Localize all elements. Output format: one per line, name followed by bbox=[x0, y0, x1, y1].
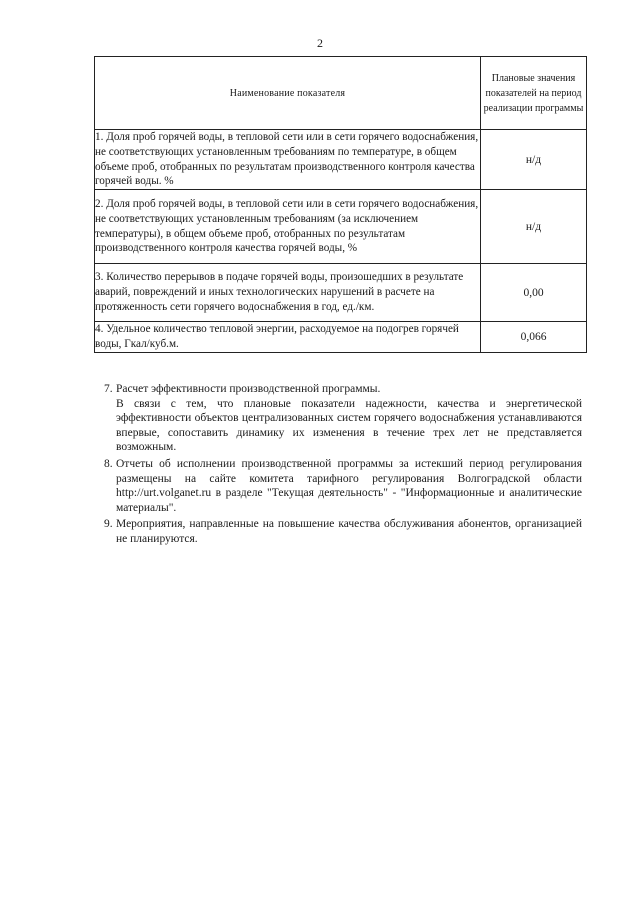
table-row bbox=[95, 264, 587, 322]
item-text: Мероприятия, направленные на повышение качества обслуживания абонентов, организацией не планируются. bbox=[116, 518, 582, 545]
table-row bbox=[95, 130, 587, 190]
indicator-value: н/д bbox=[481, 190, 587, 264]
item-lead: Расчет эффективности производственной программы. bbox=[116, 383, 381, 395]
table-row bbox=[95, 190, 587, 264]
item-text: Отчеты об исполнении производственной программы за истекший период регулирования размещены на сайте комитета тарифного регулирования Волгоградской области http://urt.volganet.ru в разделе "Текущая деятельность" - "Информационные и аналитические материалы". bbox=[116, 457, 582, 514]
table-header-row bbox=[95, 57, 587, 130]
item-number: 8. bbox=[104, 457, 113, 470]
indicator-value: 0,00 bbox=[481, 264, 587, 322]
indicator-name: 2. Доля проб горячей воды, в тепловой сети или в сети горячего водоснабжения, не соответствующих установленным требованиям (за исключением температуры), в общем объеме проб, отобранных по результатам производственного контроля качества горячей воды, % bbox=[95, 190, 481, 264]
indicators-table bbox=[94, 56, 587, 353]
list-item bbox=[104, 517, 582, 546]
list-item bbox=[104, 457, 582, 515]
item-number: 7. bbox=[104, 383, 113, 395]
header-indicator-name: Наименование показателя bbox=[95, 57, 481, 130]
page-number: 2 bbox=[317, 36, 323, 50]
indicator-name: 3. Количество перерывов в подаче горячей воды, произошедших в результате аварий, повреждений и иных технологических нарушений в расчете на протяженность сети горячего водоснабжения в год, ед./км. bbox=[95, 264, 481, 322]
indicator-value: н/д bbox=[481, 130, 587, 190]
header-planned-values: Плановые значения показателей на период реализации программы bbox=[481, 57, 587, 130]
item-text: В связи с тем, что плановые показатели надежности, качества и энергетической эффективности объектов централизованных систем горячего водоснабжения устанавливаются впервые, сопоставить динамику их изменения в течение трех лет не представляется возможным. bbox=[116, 397, 582, 454]
indicator-value: 0,066 bbox=[481, 322, 587, 353]
numbered-items bbox=[104, 382, 582, 547]
indicator-name: 1. Доля проб горячей воды, в тепловой сети или в сети горячего водоснабжения, не соответствующих установленным требованиям по температуре, в общем объеме проб, отобранных по результатам производственного контроля качества горячей воды. % bbox=[95, 130, 481, 190]
indicator-name: 4. Удельное количество тепловой энергии, расходуемое на подогрев горячей воды, Гкал/куб.м. bbox=[95, 322, 481, 353]
table-row bbox=[95, 322, 587, 353]
item-number: 9. bbox=[104, 518, 113, 531]
list-item bbox=[104, 382, 582, 455]
